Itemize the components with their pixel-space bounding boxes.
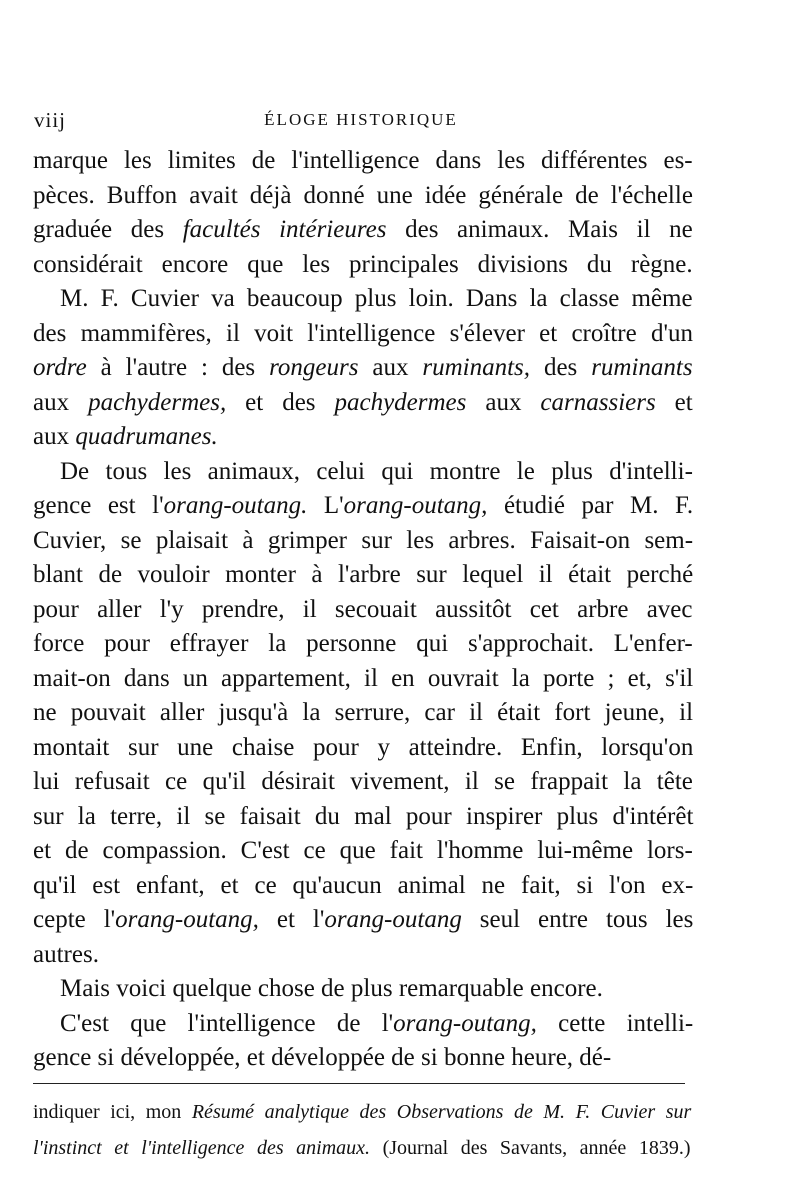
text-line xyxy=(33,1043,611,1073)
text-run: aux xyxy=(33,423,76,450)
text-run: ruminants xyxy=(591,354,693,381)
text-run: des mammifères, il voit l'intelligence s'élever et croître d'un xyxy=(33,319,693,347)
text-line xyxy=(33,181,693,211)
text-line xyxy=(33,422,218,452)
text-run: Cuvier, se plaisait à grimper sur les arbres. Faisait-on sem- xyxy=(33,526,694,554)
text-line xyxy=(33,560,693,590)
text-run: indiquer ici, mon xyxy=(33,1101,192,1123)
text-run: M. F. Cuvier va beaucoup plus loin. Dans la classe même xyxy=(60,285,693,312)
text-run: C'est que l'intelligence de l' xyxy=(60,1009,394,1037)
page-number: viij xyxy=(34,108,67,132)
text-run: (Journal des Savants, année 1839.) xyxy=(370,1137,691,1159)
text-run: blant de vouloir monter à l'arbre sur lequel il était perché xyxy=(33,561,694,588)
text-run: orang-outang, xyxy=(343,492,488,519)
text-line xyxy=(33,319,693,349)
text-run: force pour effrayer la personne qui s'approchait. L'enfer- xyxy=(33,630,693,657)
text-run: pachydermes xyxy=(334,388,467,416)
text-run: seul entre tous les xyxy=(461,906,694,933)
text-run: marque les limites de l'intelligence dans les différentes es- xyxy=(33,147,693,174)
text-run: considérait encore que les principales divisions du règne. xyxy=(33,250,693,278)
text-run: carnassiers xyxy=(540,388,656,416)
text-run: aux xyxy=(33,388,89,416)
text-run: ordre xyxy=(33,354,87,381)
text-line xyxy=(60,457,693,487)
text-line xyxy=(33,215,693,245)
text-run: pèces. Buffon avait déjà donné une idée générale de l'échelle xyxy=(33,181,693,209)
text-line xyxy=(60,974,603,1004)
text-line xyxy=(33,940,99,970)
text-run: l'instinct et l'intelligence des animaux. xyxy=(33,1137,371,1159)
text-line xyxy=(33,836,693,866)
text-line xyxy=(33,595,693,625)
text-run: aux xyxy=(358,354,423,381)
text-line xyxy=(33,664,693,694)
page-header xyxy=(34,108,688,136)
text-run: quadrumanes. xyxy=(75,423,218,450)
text-run: orang-outang. xyxy=(163,492,308,519)
text-run: des xyxy=(530,354,592,381)
text-line xyxy=(33,871,693,901)
text-run: Mais voici quelque chose de plus remarquable encore. xyxy=(60,975,603,1002)
text-run: et l' xyxy=(258,906,325,933)
text-line xyxy=(33,802,693,832)
text-run: De tous les animaux, celui qui montre le plus d'intelli- xyxy=(60,457,693,485)
text-run: montait sur une chaise pour y atteindre. Enfin, lorsqu'on xyxy=(33,733,694,761)
text-run: aux xyxy=(466,388,541,416)
text-run: L' xyxy=(307,492,344,519)
text-run: gence est l' xyxy=(33,492,164,519)
text-line xyxy=(60,284,693,314)
text-run: et des xyxy=(226,388,335,416)
text-line xyxy=(33,146,693,176)
text-line xyxy=(60,1009,693,1039)
footnote-rule xyxy=(33,1083,685,1084)
text-line xyxy=(33,353,693,383)
text-run: pour aller l'y prendre, il secouait aussitôt cet arbre avec xyxy=(33,595,693,623)
text-run: gence si développée, et développée de si bonne heure, dé- xyxy=(33,1044,612,1071)
text-run: orang-outang, xyxy=(115,906,259,933)
text-run: pachydermes, xyxy=(88,388,227,416)
text-run: Résumé analytique des Observations de M. F. Cuvier sur xyxy=(191,1101,692,1123)
text-run: facultés intérieures xyxy=(182,216,387,243)
text-line xyxy=(33,526,693,556)
text-run: ruminants, xyxy=(422,354,531,381)
text-line xyxy=(33,905,693,935)
text-run: étudié par M. F. xyxy=(487,492,694,519)
text-line xyxy=(33,767,693,797)
text-line xyxy=(33,491,693,521)
text-run: autres. xyxy=(33,940,99,968)
running-title: ÉLOGE HISTORIQUE xyxy=(264,110,458,129)
text-line xyxy=(33,629,693,659)
text-line xyxy=(33,698,693,728)
text-run: orang-outang, xyxy=(393,1009,537,1037)
text-run: orang-outang xyxy=(324,906,462,933)
text-run: cette intelli- xyxy=(536,1009,694,1037)
footnote-line xyxy=(33,1136,691,1160)
text-line xyxy=(33,733,693,763)
text-line xyxy=(33,388,693,418)
text-run: mait-on dans un appartement, il en ouvrait la porte ; et, s'il xyxy=(33,664,694,692)
text-run: et de compassion. C'est ce que fait l'homme lui-même lors- xyxy=(33,837,693,864)
text-line xyxy=(33,250,693,280)
text-run: ne pouvait aller jusqu'à la serrure, car il était fort jeune, il xyxy=(33,699,694,726)
text-run: sur la terre, il se faisait du mal pour inspirer plus d'intérêt xyxy=(33,802,694,830)
text-run: rongeurs xyxy=(269,354,359,381)
text-run: cepte l' xyxy=(33,906,116,933)
text-run: des animaux. Mais il ne xyxy=(386,216,693,243)
text-run: et xyxy=(655,388,693,416)
text-run: graduée des xyxy=(33,216,183,243)
text-run: lui refusait ce qu'il désirait vivement, il se frappait la tête xyxy=(33,768,693,795)
footnote-line xyxy=(33,1100,691,1124)
text-run: qu'il est enfant, et ce qu'aucun animal ne fait, si l'on ex- xyxy=(33,871,694,899)
text-run: à l'autre : des xyxy=(86,354,270,381)
